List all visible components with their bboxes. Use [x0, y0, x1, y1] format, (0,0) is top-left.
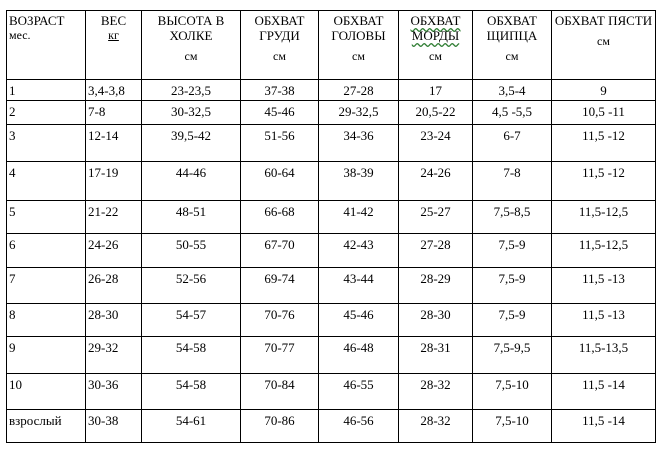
cell-pastern-girth: 11,5-13,5: [552, 337, 656, 374]
table-row: [7, 234, 656, 268]
cell-withers-height: 52-56: [142, 268, 241, 304]
cell-muzzle-girth: 27-28: [399, 234, 473, 268]
cell-head-girth: 42-43: [319, 234, 399, 268]
cell-age: 6: [7, 234, 86, 268]
cell-weight: 26-28: [86, 268, 142, 304]
cell-weight: 30-38: [86, 410, 142, 443]
cell-snout-girth: 7,5-9: [473, 268, 552, 304]
header-pastern-girth: [552, 11, 656, 80]
cell-muzzle-girth: 25-27: [399, 201, 473, 234]
header-chest-girth: [241, 11, 319, 80]
dog-size-table: [6, 10, 656, 443]
cell-withers-height: 54-58: [142, 337, 241, 374]
header-muzzle-girth-title: ОБХВАТ МОРДЫ: [410, 13, 461, 43]
header-chest-girth-unit: см: [273, 49, 286, 63]
header-snout-girth-title: ОБХВАТ ЩИПЦА: [486, 13, 538, 43]
cell-snout-girth: 7,5-10: [473, 410, 552, 443]
header-age-title: ВОЗРАСТ: [9, 13, 65, 28]
cell-head-girth: 46-55: [319, 374, 399, 410]
cell-chest-girth: 60-64: [241, 162, 319, 201]
cell-muzzle-girth: 28-30: [399, 304, 473, 337]
cell-chest-girth: 70-77: [241, 337, 319, 374]
cell-chest-girth: 70-84: [241, 374, 319, 410]
table-row: [7, 304, 656, 337]
cell-withers-height: 30-32,5: [142, 101, 241, 125]
table-row: [7, 201, 656, 234]
cell-weight: 21-22: [86, 201, 142, 234]
cell-head-girth: 45-46: [319, 304, 399, 337]
cell-withers-height: 39,5-42: [142, 125, 241, 162]
cell-head-girth: 29-32,5: [319, 101, 399, 125]
header-weight-unit: кг: [108, 28, 119, 42]
cell-pastern-girth: 11,5-12,5: [552, 234, 656, 268]
cell-age: 7: [7, 268, 86, 304]
cell-head-girth: 46-48: [319, 337, 399, 374]
header-head-girth: [319, 11, 399, 80]
cell-pastern-girth: 10,5 -11: [552, 101, 656, 125]
cell-snout-girth: 3,5-4: [473, 80, 552, 101]
table-row: [7, 374, 656, 410]
table-row: [7, 125, 656, 162]
cell-weight: 12-14: [86, 125, 142, 162]
cell-age: 2: [7, 101, 86, 125]
header-weight: [86, 11, 142, 80]
cell-chest-girth: 37-38: [241, 80, 319, 101]
cell-withers-height: 48-51: [142, 201, 241, 234]
cell-head-girth: 38-39: [319, 162, 399, 201]
header-chest-girth-title: ОБХВАТ ГРУДИ: [254, 13, 305, 43]
cell-head-girth: 46-56: [319, 410, 399, 443]
cell-muzzle-girth: 28-32: [399, 410, 473, 443]
cell-snout-girth: 7,5-9: [473, 234, 552, 268]
header-snout-girth: [473, 11, 552, 80]
cell-muzzle-girth: 17: [399, 80, 473, 101]
cell-age: 10: [7, 374, 86, 410]
header-muzzle-girth: [399, 11, 473, 80]
cell-muzzle-girth: 28-29: [399, 268, 473, 304]
cell-pastern-girth: 11,5 -14: [552, 410, 656, 443]
cell-withers-height: 50-55: [142, 234, 241, 268]
header-muzzle-girth-unit: см: [429, 49, 442, 63]
cell-snout-girth: 7,5-9,5: [473, 337, 552, 374]
header-head-girth-title: ОБХВАТ ГОЛОВЫ: [331, 13, 386, 43]
cell-chest-girth: 51-56: [241, 125, 319, 162]
cell-snout-girth: 7,5-9: [473, 304, 552, 337]
cell-chest-girth: 45-46: [241, 101, 319, 125]
cell-chest-girth: 69-74: [241, 268, 319, 304]
cell-withers-height: 54-58: [142, 374, 241, 410]
table-row: [7, 410, 656, 443]
cell-head-girth: 43-44: [319, 268, 399, 304]
cell-weight: 7-8: [86, 101, 142, 125]
cell-muzzle-girth: 28-31: [399, 337, 473, 374]
header-pastern-girth-title: ОБХВАТ ПЯСТИ: [554, 13, 653, 28]
cell-pastern-girth: 11,5 -14: [552, 374, 656, 410]
cell-age: 4: [7, 162, 86, 201]
cell-head-girth: 34-36: [319, 125, 399, 162]
header-withers-height-title: ВЫСОТА В ХОЛКЕ: [157, 13, 225, 43]
cell-muzzle-girth: 20,5-22: [399, 101, 473, 125]
cell-withers-height: 54-61: [142, 410, 241, 443]
cell-chest-girth: 70-86: [241, 410, 319, 443]
cell-snout-girth: 7,5-10: [473, 374, 552, 410]
table-row: [7, 162, 656, 201]
cell-snout-girth: 4,5 -5,5: [473, 101, 552, 125]
table-row: [7, 101, 656, 125]
cell-chest-girth: 70-76: [241, 304, 319, 337]
cell-withers-height: 44-46: [142, 162, 241, 201]
cell-age: 1: [7, 80, 86, 101]
cell-age: 3: [7, 125, 86, 162]
cell-muzzle-girth: 24-26: [399, 162, 473, 201]
cell-weight: 30-36: [86, 374, 142, 410]
cell-weight: 3,4-3,8: [86, 80, 142, 101]
cell-pastern-girth: 11,5 -13: [552, 304, 656, 337]
cell-weight: 29-32: [86, 337, 142, 374]
header-head-girth-unit: см: [352, 49, 365, 63]
header-withers-height: [142, 11, 241, 80]
cell-pastern-girth: 9: [552, 80, 656, 101]
cell-head-girth: 27-28: [319, 80, 399, 101]
cell-weight: 24-26: [86, 234, 142, 268]
cell-weight: 17-19: [86, 162, 142, 201]
cell-muzzle-girth: 28-32: [399, 374, 473, 410]
header-snout-girth-unit: см: [505, 49, 519, 63]
header-age-unit: мес.: [9, 28, 31, 42]
cell-withers-height: 54-57: [142, 304, 241, 337]
cell-age: 9: [7, 337, 86, 374]
table-row: [7, 268, 656, 304]
table-row: [7, 80, 656, 101]
cell-weight: 28-30: [86, 304, 142, 337]
cell-age: 5: [7, 201, 86, 234]
cell-snout-girth: 6-7: [473, 125, 552, 162]
cell-pastern-girth: 11,5 -12: [552, 162, 656, 201]
header-row: [7, 11, 656, 80]
cell-chest-girth: 66-68: [241, 201, 319, 234]
header-age: [7, 11, 86, 80]
cell-pastern-girth: 11,5 -13: [552, 268, 656, 304]
cell-snout-girth: 7-8: [473, 162, 552, 201]
cell-snout-girth: 7,5-8,5: [473, 201, 552, 234]
header-withers-height-unit: см: [184, 49, 198, 63]
cell-withers-height: 23-23,5: [142, 80, 241, 101]
cell-pastern-girth: 11,5-12,5: [552, 201, 656, 234]
cell-age: взрослый: [7, 410, 86, 443]
cell-head-girth: 41-42: [319, 201, 399, 234]
cell-muzzle-girth: 23-24: [399, 125, 473, 162]
header-pastern-girth-unit: см: [597, 34, 610, 48]
header-weight-title: ВЕС: [100, 13, 127, 28]
cell-age: 8: [7, 304, 86, 337]
table-row: [7, 337, 656, 374]
cell-chest-girth: 67-70: [241, 234, 319, 268]
cell-pastern-girth: 11,5 -12: [552, 125, 656, 162]
